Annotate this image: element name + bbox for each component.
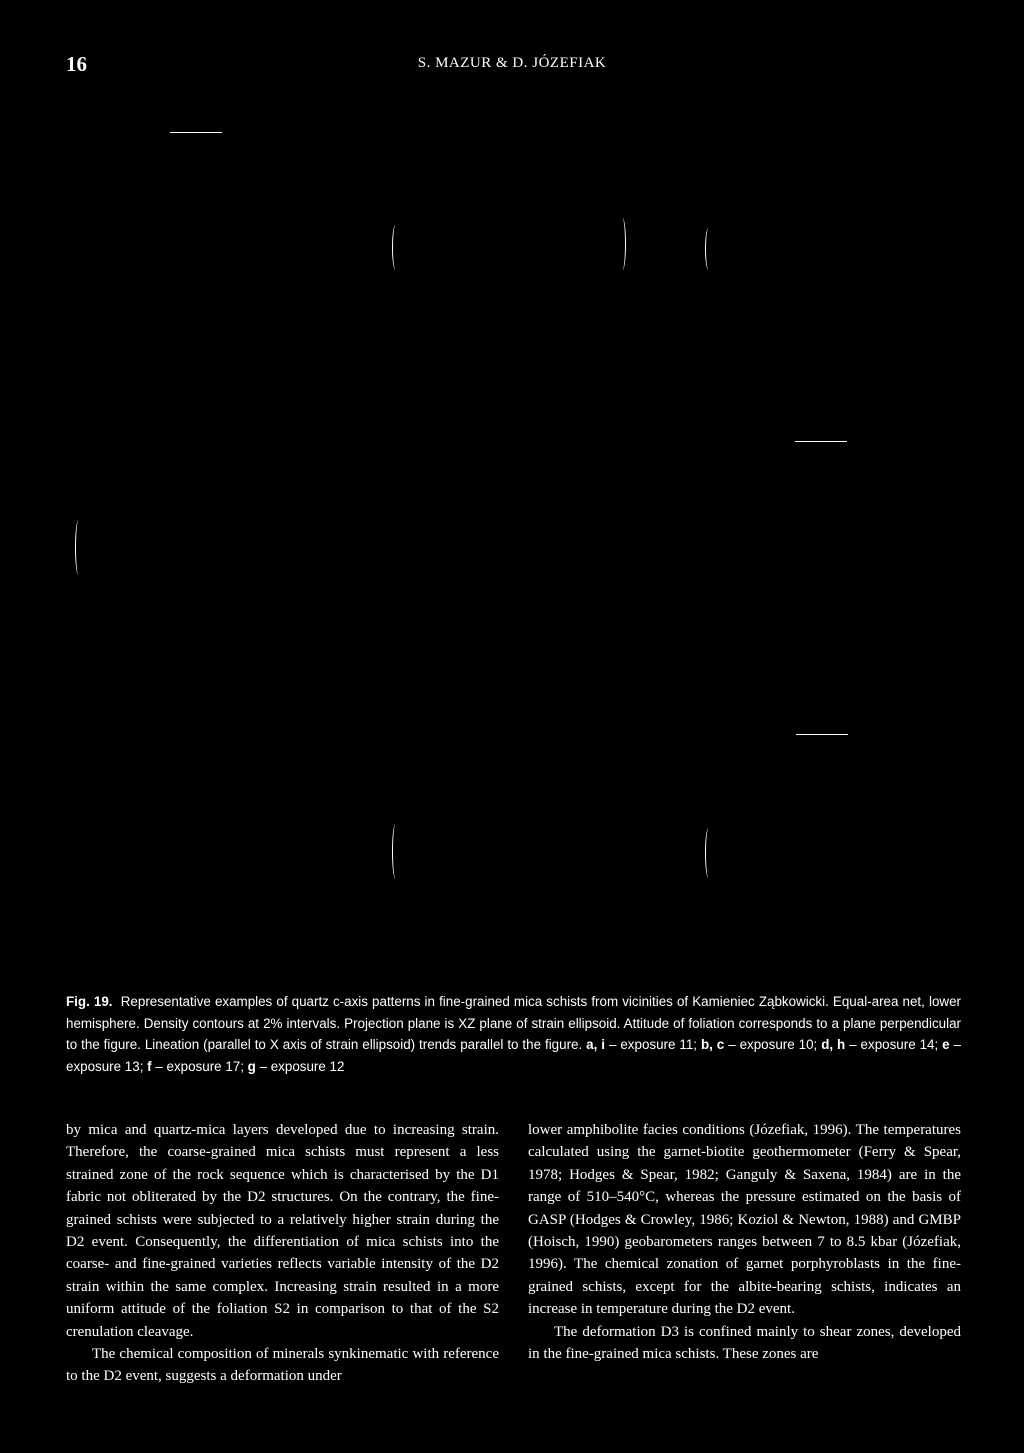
caption-key: g (247, 1058, 256, 1074)
caption-value: – exposure 13; (66, 1037, 962, 1074)
caption-value: – exposure 10; (724, 1037, 822, 1052)
figure-fragment (170, 132, 222, 133)
caption-value: – exposure 12 (255, 1058, 345, 1074)
caption-value: – exposure 11; (605, 1037, 701, 1052)
caption-key: f (147, 1058, 152, 1074)
caption-value: – exposure 14; (845, 1037, 943, 1052)
left-column (66, 1119, 499, 1388)
paragraph: The chemical composition of minerals synkinematic with reference to the D2 event, suggests a deformation under (66, 1346, 499, 1385)
right-column (528, 1119, 961, 1365)
figure-fragment (796, 734, 848, 735)
page-header (66, 52, 958, 82)
caption-text: Representative examples of quartz c-axis patterns in fine-grained mica schists from vicinities of Kamieniec Ząbkowicki. Equal-area net, lower hemisphere. Density contours at 2% intervals. Projection plane is XZ plane of strain ellipsoid. Attitude of foliation corresponds to a plane perpendicular to the figure. Lineation (parallel to X axis of strain ellipsoid) trends parallel to the figure. (66, 994, 961, 1052)
page-number: 16 (66, 52, 87, 76)
figure-fragment (392, 225, 399, 270)
figure-fragment (705, 828, 712, 878)
figure-fragment (392, 824, 399, 879)
caption-key: d, h (821, 1037, 846, 1052)
body-text (66, 1119, 961, 1419)
caption-key: a, i (586, 1037, 606, 1052)
figure-fragment (619, 218, 626, 270)
running-head: S. MAZUR & D. JÓZEFIAK (417, 55, 607, 71)
paragraph: The deformation D3 is confined mainly to shear zones, developed in the fine-grained mica schists. These zones are (528, 1323, 961, 1363)
caption-label: Fig. 19. (66, 994, 113, 1009)
caption-key: b, c (700, 1037, 725, 1052)
figure-19-stereonets (0, 100, 1024, 980)
figure-caption (66, 991, 961, 1077)
paragraph: by mica and quartz-mica layers developed due to increasing strain. Therefore, the coarse-grained mica schists must represent a less strained zone of the rock sequence which is characterised by the D1 fabric not obliterated by the D2 structures. On the contrary, the fine-grained schists were subjected to a relatively higher strain during the D2 event. Consequently, the differentiation of mica schists into the coarse- and fine-grained varieties reflects variable intensity of the D2 strain within the same complex. Increasing strain resulted in a more uniform attitude of the foliation S2 in comparison to that of the S2 crenulation cleavage. (66, 1122, 499, 1340)
figure-fragment (75, 520, 82, 575)
caption-key: e (942, 1037, 950, 1052)
paragraph: lower amphibolite facies conditions (Józefiak, 1996). The temperatures calculated using the garnet-biotite geothermometer (Ferry & Spear, 1978; Hodges & Spear, 1982; Ganguly & Saxena, 1984) are in the range of 510–540°C, whereas the pressure estimated on the basis of GASP (Hodges & Crowley, 1986; Koziol & Newton, 1988) and GMBP (Hoisch, 1990) geobarometers ranges between 7 to 8.5 kbar (Józefiak, 1996). The chemical zonation of garnet porphyroblasts in the fine-grained schists, except for the albite-bearing schists, indicates an increase in temperature during the D2 event. (528, 1122, 961, 1318)
caption-value: – exposure 17; (151, 1058, 248, 1074)
figure-fragment (705, 228, 712, 270)
figure-fragment (795, 441, 847, 442)
